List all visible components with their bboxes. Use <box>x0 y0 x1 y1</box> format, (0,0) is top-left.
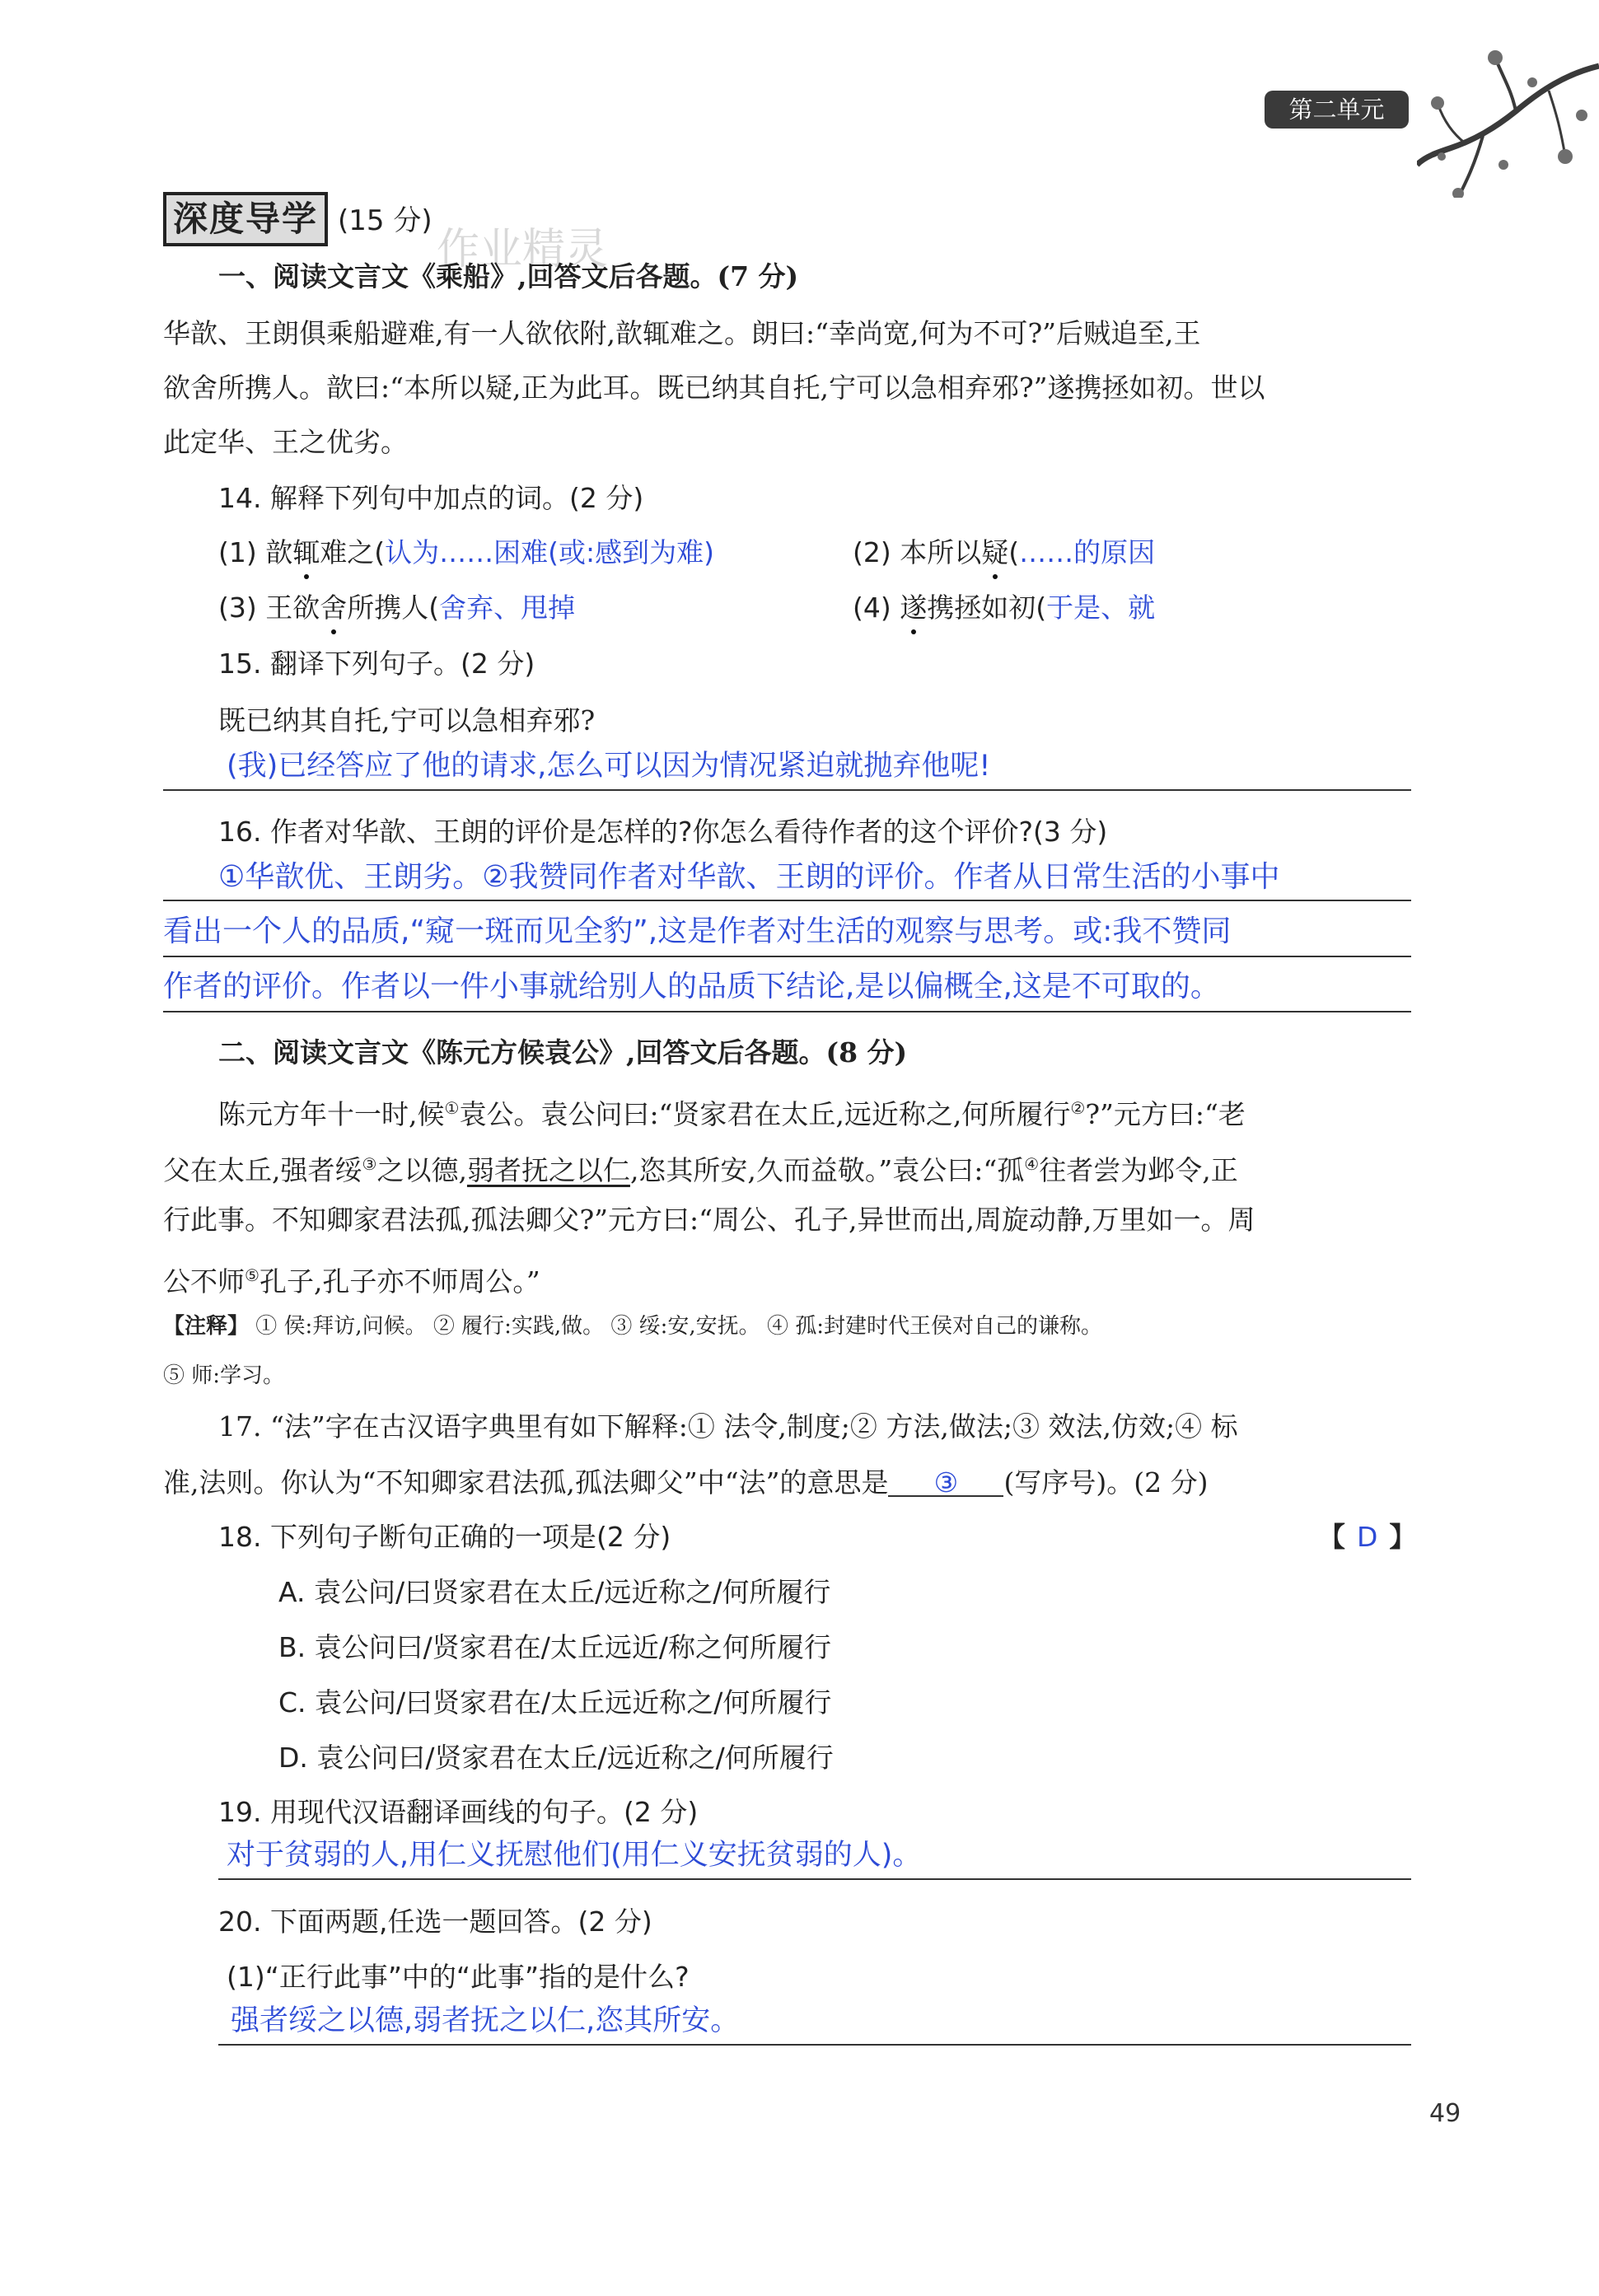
passage-line: 公不师⑤孔子,孔子亦不师周公。” <box>163 1265 540 1298</box>
q14-item-1: (1) 歆辄难之(认为……困难(或:感到为难) <box>218 536 714 568</box>
unit-badge: 第二单元 <box>1265 91 1409 129</box>
notes: ⑤ 师:学习。 <box>163 1363 285 1388</box>
passage-line: 行此事。不知卿家君法孤,孤法卿父?”元方曰:“周公、孔子,异世而出,周旋动静,万里如一。周 <box>163 1204 1255 1236</box>
q18-option: C. 袁公问/曰贤家君在/太丘远近称之/何所履行 <box>278 1686 832 1718</box>
q20-subquestion: (1)“正行此事”中的“此事”指的是什么? <box>227 1961 690 1993</box>
watermark: 作业精灵 <box>437 225 609 274</box>
q15-answer: (我)已经答应了他的请求,怎么可以因为情况紧迫就抛弃他呢! <box>227 750 991 783</box>
passage-line: 欲舍所携人。歆曰:“本所以疑,正为此耳。既已纳其自托,宁可以急相弃邪?”遂携拯如初。世以 <box>163 372 1265 404</box>
q18-answer: D <box>1357 1521 1378 1553</box>
q16-answer-line: ①华歆优、王朗劣。②我赞同作者对华歆、王朗的评价。作者从日常生活的小事中 <box>218 860 1280 894</box>
q14-stem: 14. 解释下列句中加点的词。(2 分) <box>218 482 644 514</box>
notes: 【注释】 ① 侯:拜访,问候。 ② 履行:实践,做。 ③ 绥:安,安抚。 ④ 孤:封建时代王侯对自己的谦称。 <box>163 1314 1102 1339</box>
answer-line <box>163 1011 1411 1012</box>
page-number: 49 <box>1429 2099 1461 2128</box>
section-score: (15 分) <box>338 204 432 237</box>
answer-line <box>163 956 1411 957</box>
q16-answer-line: 看出一个人的品质,“窥一斑而见全豹”,这是作者对生活的观察与思考。或:我不赞同 <box>163 914 1232 948</box>
branch-decoration-icon <box>1417 33 1599 198</box>
q17-line-2: 准,法则。你认为“不知卿家君法孤,孤法卿父”中“法”的意思是 ③ (写序号)。(2 分) <box>163 1466 1209 1499</box>
q14-answer-4: 于是、就 <box>1046 592 1156 624</box>
answer-line <box>163 900 1411 901</box>
q18-option: A. 袁公问/曰贤家君在太丘/远近称之/何所履行 <box>278 1576 831 1608</box>
answer-line <box>218 2044 1411 2046</box>
passage-line: 父在太丘,强者绥③之以德,弱者抚之以仁,恣其所安,久而益敬。”袁公曰:“孤④往者尝为邺令,正 <box>163 1154 1238 1186</box>
section-title: 深度导学 <box>163 192 328 246</box>
q14-answer-2: ……的原因 <box>1019 536 1156 568</box>
q14-answer-1: 认为……困难(或:感到为难) <box>385 536 714 568</box>
answer-line <box>163 789 1411 791</box>
q16-stem: 16. 作者对华歆、王朗的评价是怎样的?你怎么看待作者的这个评价?(3 分) <box>218 816 1108 848</box>
q15-stem: 15. 翻译下列句子。(2 分) <box>218 648 535 680</box>
part1-heading: 一、阅读文言文《乘船》,回答文后各题。(7 分) <box>218 260 799 292</box>
q15-sentence: 既已纳其自托,宁可以急相弃邪? <box>218 704 596 736</box>
q19-answer: 对于贫弱的人,用仁义抚慰他们(用仁义安抚贫弱的人)。 <box>227 1839 922 1872</box>
q14-item-3: (3) 王欲舍所携人(舍弃、甩掉 <box>218 592 576 624</box>
q14-answer-3: 舍弃、甩掉 <box>439 592 576 624</box>
underlined-sentence: 弱者抚之以仁 <box>466 1154 630 1186</box>
q18-option: B. 袁公问曰/贤家君在/太丘远近/称之何所履行 <box>278 1631 831 1663</box>
q18-stem: 18. 下列句子断句正确的一项是(2 分) <box>218 1521 671 1553</box>
passage-line: 此定华、王之优劣。 <box>163 426 408 458</box>
q16-answer-line: 作者的评价。作者以一件小事就给别人的品质下结论,是以偏概全,这是不可取的。 <box>163 970 1220 1003</box>
q17-line-1: 17. “法”字在古汉语字典里有如下解释:① 法令,制度;② 方法,做法;③ 效法,仿效;④ 标 <box>218 1410 1238 1443</box>
q14-item-2: (2) 本所以疑(……的原因 <box>853 536 1156 568</box>
passage-line: 华歆、王朗俱乘船避难,有一人欲依附,歆辄难之。朗曰:“幸尚宽,何为不可?”后贼追至,王 <box>163 317 1201 349</box>
q17-answer: ③ <box>888 1471 1003 1497</box>
q18-option: D. 袁公问曰/贤家君在太丘/远近称之/何所履行 <box>278 1742 834 1774</box>
part2-heading: 二、阅读文言文《陈元方候袁公》,回答文后各题。(8 分) <box>218 1036 908 1069</box>
passage-line: 陈元方年十一时,候①袁公。袁公问曰:“贤家君在太丘,远近称之,何所履行②?”元方曰:“老 <box>218 1098 1246 1130</box>
q20-stem: 20. 下面两题,任选一题回答。(2 分) <box>218 1906 652 1938</box>
q14-item-4: (4) 遂携拯如初(于是、就 <box>853 592 1156 624</box>
q18-answer-box: 【 D 】 <box>1318 1521 1417 1553</box>
q20-answer: 强者绥之以德,弱者抚之以仁,恣其所安。 <box>231 2004 740 2037</box>
q19-stem: 19. 用现代汉语翻译画线的句子。(2 分) <box>218 1796 699 1828</box>
answer-line <box>218 1878 1411 1880</box>
